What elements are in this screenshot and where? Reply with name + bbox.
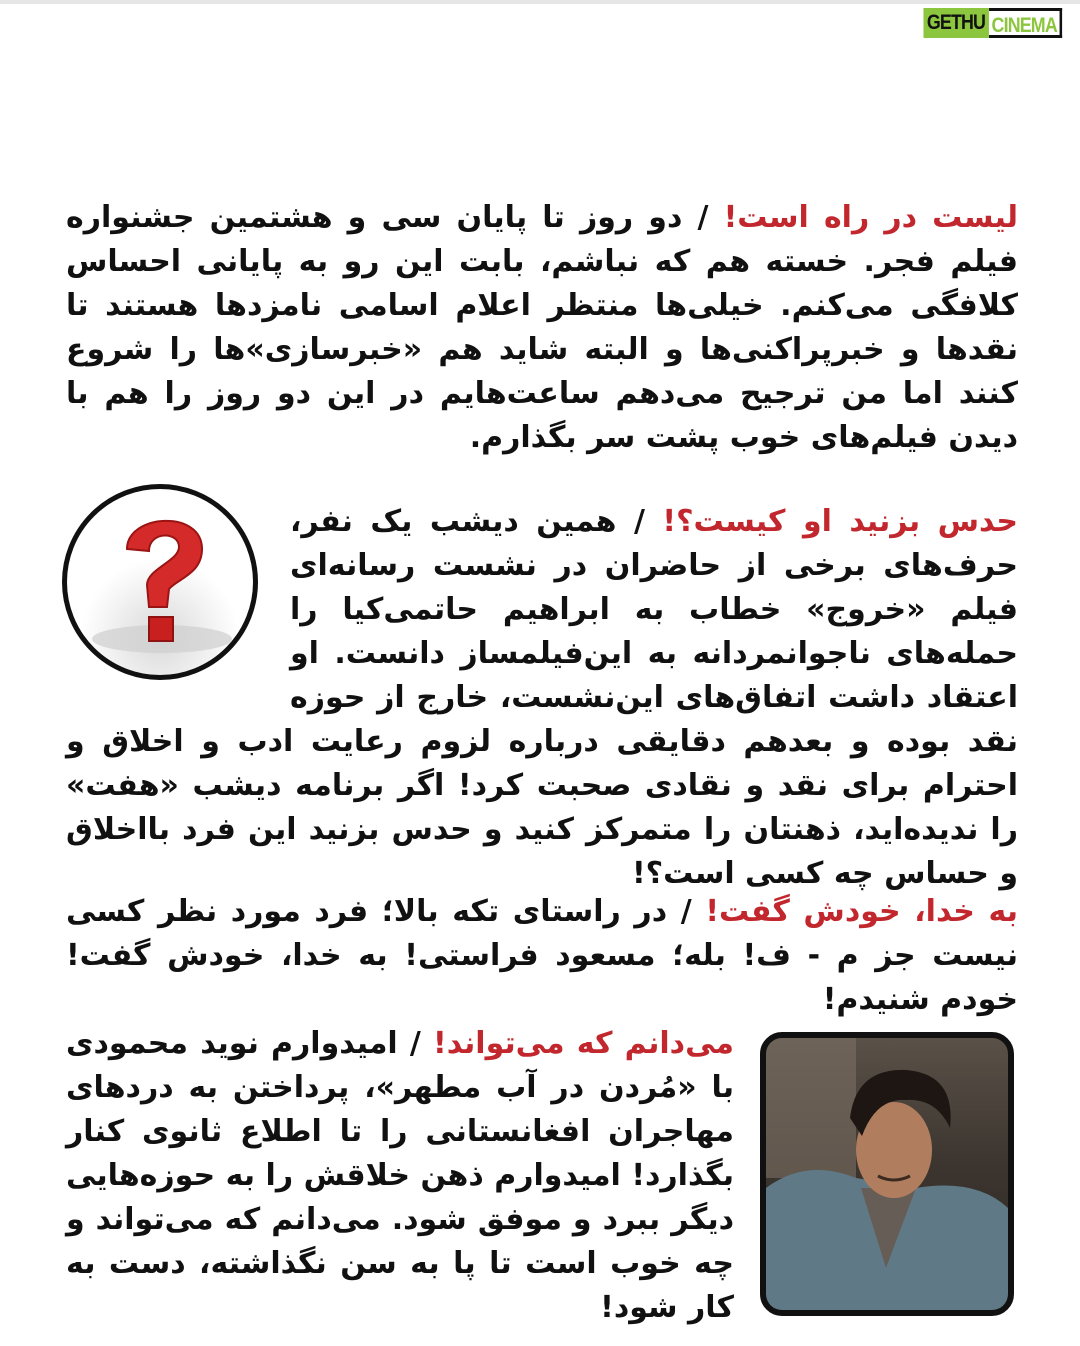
section-body: دو روز تا پایان سی و هشتمین جشنواره فیلم فجر. خسته هم که نباشم، بابت این رو به پایانی احساس کلافگی می‌کنم. خیلی‌ها منتظر اعلام اسامی نامزدها هستند تا نقدها و خبرپراکنی‌ها و البته شاید هم «خبرسازی»ها را شروع کنند اما من ترجیح می‌دهم ساعت‌هایم در این دو روز را هم با دیدن فیلم‌های خوب پشت سر بگذارم. xyxy=(66,200,1018,455)
section-headline: می‌دانم که می‌تواند! xyxy=(433,1026,735,1061)
separator: / xyxy=(616,504,663,539)
portrait-image xyxy=(766,1038,1008,1310)
actor-portrait-photo xyxy=(760,1032,1014,1316)
section-paragraph xyxy=(66,890,1018,1022)
image-float-space xyxy=(80,500,290,700)
section-he-said-it xyxy=(66,890,1018,1022)
section-headline: حدس بزنید او کیست؟! xyxy=(662,504,1018,539)
separator: / xyxy=(397,1026,434,1061)
section-paragraph xyxy=(66,1022,734,1330)
section-guess-who xyxy=(66,500,1018,896)
section-body: همین دیشب یک نفر، حرف‌های برخی از حاضران در نشست رسانه‌ای فیلم «خروج» خطاب به ابراهیم حاتمی‌کیا را حمله‌های ناجوانمردانه به این‌فیلمساز دانست. او اعتقاد داشت اتفاق‌های این‌نشست، خارج از حوزه نقد بوده و بعدهم دقایقی درباره لزوم رعایت ادب و اخلاق و احترام برای نقد و نقادی صحبت کرد! اگر برنامه دیشب «هفت» را ندیده‌اید، ذهنتان را متمرکز کنید و حدس بزنید این فرد بااخلاق و حساس چه کسی است؟! xyxy=(66,504,1018,891)
separator: / xyxy=(682,200,724,235)
watermark-part1: GETHU xyxy=(923,8,988,38)
section-paragraph xyxy=(66,196,1018,460)
top-border xyxy=(0,0,1080,4)
section-body: در راستای تکه بالا؛ فرد مورد نظر کسی نیست جز م - ف! بله؛ مسعود فراستی! به خدا، خودش گفت! خودم شنیدم! xyxy=(66,894,1018,1017)
separator: / xyxy=(667,894,706,929)
section-headline: به خدا، خودش گفت! xyxy=(705,894,1018,929)
watermark-part2: CINEMA xyxy=(989,8,1062,38)
watermark-logo xyxy=(912,8,1078,38)
section-headline: لیست در راه است! xyxy=(723,200,1018,235)
section-body: امیدوارم نوید محمودی با «مُردن در آب مطهر»، پرداختن به دردهای مهاجران افغانستانی را تا اطلاع ثانوی کنار بگذارد! امیدوارم ذهن خلاقش را به حوزه‌هایی دیگر ببرد و موفق شود. می‌دانم که می‌تواند و چه خوب است تا پا به سن نگذاشته، دست به کار شود! xyxy=(66,1026,734,1325)
section-list-on-the-way xyxy=(66,196,1018,460)
section-i-know-he-can xyxy=(66,1022,734,1330)
